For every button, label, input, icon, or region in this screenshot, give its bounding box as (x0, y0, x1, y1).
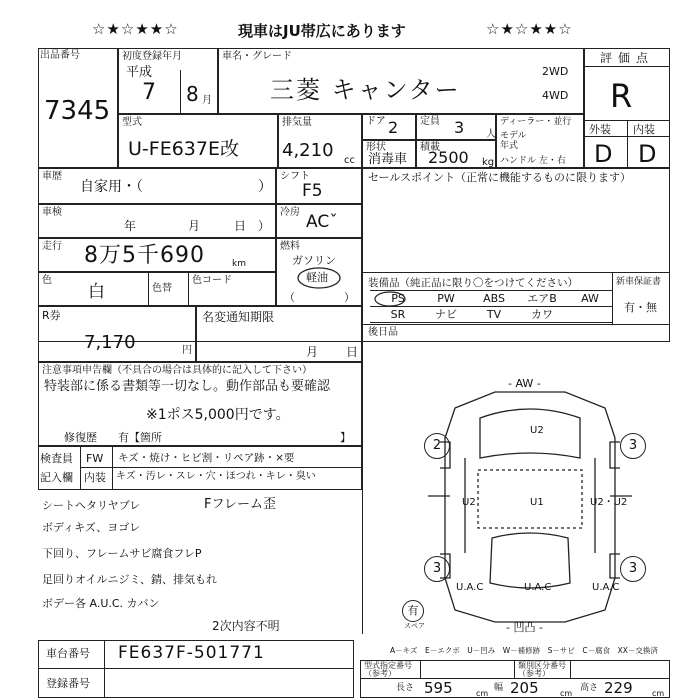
spare-label: スペア (404, 622, 425, 630)
type-value: U-FE637E改 (128, 138, 239, 160)
remark-6: ボデー各 A.U.C. カバン (42, 597, 160, 610)
registration-month-unit: 月 (202, 95, 212, 106)
mark-rear-left: U.A.C (456, 582, 484, 593)
remark-7: 2次内容不明 (212, 619, 280, 633)
history-value: 自家用・（ (80, 179, 143, 195)
fuel-close: ） (344, 291, 355, 304)
inspection-year-unit: 年 (124, 219, 137, 233)
equipment-item: AW (581, 292, 599, 305)
aircon-value: ACˇ (306, 212, 338, 232)
repair-value: 有【箇所 (118, 431, 162, 444)
equipment-item: エアB (527, 292, 557, 305)
name-change-day-unit: 日 (346, 345, 359, 359)
mark-rear-right: U.A.C (592, 582, 620, 593)
handle-label: ハンドル 左・右 (500, 156, 566, 166)
color-value: 白 (88, 282, 105, 302)
equipment-item: カワ (531, 308, 553, 321)
color-code-label: 色コード (192, 275, 232, 286)
name-change-month-unit: 月 (306, 345, 319, 359)
interior-grade: D (638, 140, 657, 168)
warranty-value: 有・無 (624, 301, 657, 314)
width-unit: cm (560, 689, 573, 698)
equipment-item: PW (437, 292, 455, 305)
length-label: 長さ (396, 683, 415, 693)
color-label: 色 (42, 275, 52, 286)
banner-stars-left: ☆★☆★★☆ (92, 20, 179, 38)
equipment-item: ナビ (435, 308, 457, 321)
sales-point-label: セールスポイント（正常に機能するものに限ります） (368, 171, 632, 184)
equipment-item: ABS (483, 292, 505, 305)
wheel-rear-left: 3 (424, 556, 450, 582)
mileage-unit: km (232, 259, 246, 269)
type-no-label: 型式指定番号（参考） (364, 661, 412, 678)
registration-era: 平成 (126, 65, 153, 80)
spare-circle: 有 (402, 600, 424, 622)
exterior-grade: D (594, 140, 613, 168)
lot-label: 出品番号 (40, 50, 80, 61)
color-change-label: 色替 (152, 283, 172, 294)
shape-value: 消毒車 (368, 152, 408, 167)
wheel-rear-right: 3 (620, 556, 646, 582)
height-unit: cm (652, 689, 665, 698)
equipment-item: PS (391, 292, 405, 305)
displacement-unit: cc (344, 155, 355, 166)
rear-seat-label: 後日品 (368, 327, 398, 338)
fw-label: FW (86, 452, 104, 465)
mark-right: U2・U2 (590, 497, 628, 508)
diagram-front-label: - AW - (508, 377, 541, 390)
fuel-open: （ (284, 291, 295, 304)
type-label: 型式 (122, 117, 142, 128)
fuel-diesel: 軽油 (306, 271, 328, 284)
wheel-front-left: 2 (424, 433, 450, 459)
mileage-value: 8万5千690 (84, 243, 205, 268)
remark-1: シートヘタリヤブレ (42, 499, 141, 512)
remark-2: Fフレーム歪 (204, 497, 276, 512)
notes-line2: ※1ポス5,000円です。 (146, 407, 290, 423)
fuel-gasoline: ガソリン (292, 254, 336, 267)
equipment-label: 装備品（純正品に限り〇をつけてください） (368, 277, 578, 289)
inspection-month-unit: 月 (188, 219, 201, 233)
width-value: 205 (510, 679, 539, 697)
displacement-value: 4,210 (282, 140, 334, 161)
inspection-label: 車検 (42, 207, 62, 218)
registration-year: 7 (142, 80, 156, 105)
capacity-label: 定員 (420, 116, 440, 127)
load-label: 積載 (420, 142, 440, 153)
reg-number-label: 登録番号 (46, 677, 90, 690)
inspection-close: ） (258, 219, 271, 233)
remark-5: 足回りオイルニジミ、錆、排気もれ (42, 573, 218, 586)
model-name: 三菱 キャンター (270, 76, 461, 104)
registration-month: 8 (186, 82, 199, 106)
recycle-value: 7,170 (84, 332, 136, 353)
mark-roof: U2 (530, 425, 544, 436)
history-close: ） (258, 179, 272, 195)
shift-label: シフト (280, 171, 310, 182)
notes-line1: 特装部に係る書類等一切なし。動作部品も要確認 (44, 379, 331, 394)
damage-legend: A－キズ E－エクボ U－凹み W－補修跡 S－サビ C－腐食 XX－交換済 (390, 646, 658, 655)
doors-value: 2 (388, 118, 399, 137)
record-label: 記入欄 (40, 471, 73, 484)
name-change-label: 名変通知期限 (202, 310, 275, 324)
aircon-label: 冷房 (280, 207, 300, 218)
recycle-label: R券 (42, 309, 61, 322)
height-label: 高さ (580, 683, 599, 693)
shape-label: 形状 (366, 142, 386, 153)
registration-label: 初度登録年月 (122, 51, 182, 62)
dealer-label: ディーラー・並行 (500, 117, 572, 127)
equipment-item: SR (390, 308, 406, 321)
inspection-day-unit: 日 (234, 219, 247, 233)
inspector-label: 検査員 (40, 452, 73, 465)
repair-label: 修復歴 (64, 431, 97, 444)
wheel-front-right: 3 (620, 433, 646, 459)
displacement-label: 排気量 (282, 117, 312, 128)
warranty-label: 新車保証書 (616, 277, 662, 287)
width-label: 幅 (494, 683, 504, 693)
length-value: 595 (424, 679, 453, 697)
interior-label: 内装 (633, 123, 655, 136)
history-label: 車歴 (42, 171, 62, 182)
equipment-item: TV (486, 308, 502, 321)
evaluation-label: 評価点 (600, 51, 655, 65)
capacity-unit: 人 (486, 129, 496, 140)
class-no-label: 類別区分番号（参考） (518, 661, 566, 678)
chassis-label: 車台番号 (46, 647, 90, 660)
model-label: 車名・グレード (222, 51, 292, 62)
exterior-label: 外装 (589, 123, 611, 136)
remark-4: 下回り、フレームサビ腐食フレP (42, 547, 202, 560)
evaluation-score: R (610, 77, 633, 115)
load-unit: kg (482, 157, 495, 168)
diagram-rear-label: - 凹凸 - (506, 621, 543, 634)
nw-text: キズ・汚レ・スレ・穴・ほつれ・キレ・臭い (116, 471, 316, 482)
fuel-circle-mark (296, 266, 342, 290)
mark-left: U2 (462, 497, 476, 508)
repair-close: 】 (340, 431, 351, 444)
capacity-value: 3 (454, 118, 465, 137)
notes-label: 注意事項申告欄（不具合の場合は具体的に記入して下さい） (42, 365, 312, 376)
mark-rear-center: U.A.C (524, 582, 552, 593)
fuel-label: 燃料 (280, 241, 300, 252)
recycle-unit: 円 (182, 345, 192, 356)
length-unit: cm (476, 689, 489, 698)
height-value: 229 (604, 679, 633, 697)
doors-label: ドア (366, 116, 386, 127)
load-value: 2500 (428, 148, 469, 167)
banner-text: 現車はJU帯広にあります (238, 22, 406, 40)
mark-center: U1 (530, 497, 544, 508)
lot-number: 7345 (44, 96, 111, 126)
mileage-label: 走行 (42, 241, 62, 252)
fw-text: キズ・焼け・ヒビ割・リペア跡・×要 (118, 452, 295, 464)
wd2: 2WD (542, 65, 569, 78)
remark-3: ボディキズ、ヨゴレ (42, 521, 141, 534)
banner-stars-right: ☆★☆★★☆ (486, 20, 573, 38)
history-box (38, 168, 276, 204)
nw-label: 内装 (84, 471, 106, 484)
wd4: 4WD (542, 89, 569, 102)
chassis-value: FE637F-501771 (118, 643, 265, 663)
model-year-label: モデル年式 (500, 131, 527, 151)
shift-value: F5 (302, 181, 323, 201)
